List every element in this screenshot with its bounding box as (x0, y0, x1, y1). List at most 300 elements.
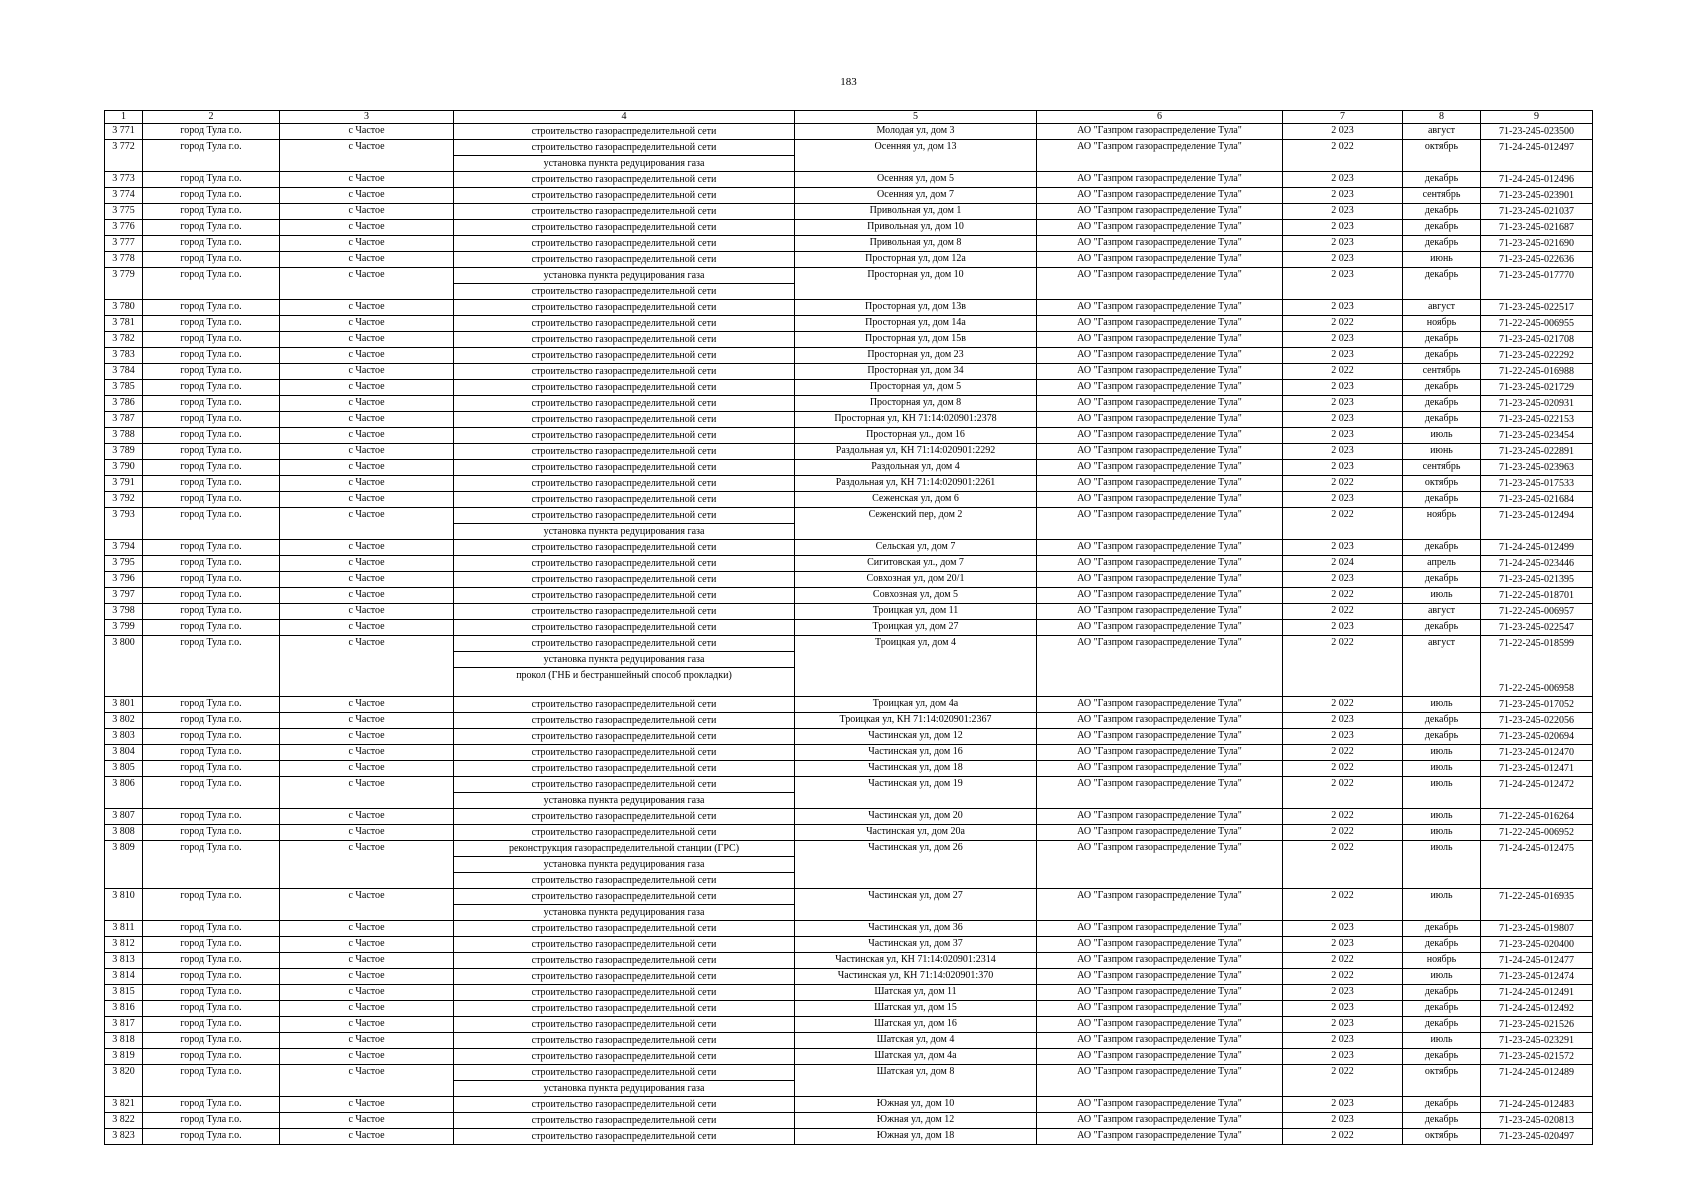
year-cell: 2 023 (1283, 332, 1403, 348)
request-code: 71-24-245-012472 (1499, 779, 1574, 790)
year-cell: 2 022 (1283, 745, 1403, 761)
works-cell (454, 636, 795, 697)
address-cell: Шатская ул, дом 11 (795, 985, 1037, 1001)
request-code: 71-23-245-022517 (1499, 302, 1574, 313)
month-cell: июль (1403, 588, 1481, 604)
year-cell: 2 023 (1283, 572, 1403, 588)
month-cell: декабрь (1403, 492, 1481, 508)
year-cell: 2 023 (1283, 220, 1403, 236)
table-row (105, 204, 1593, 220)
district-cell: город Тула г.о. (143, 1033, 280, 1049)
table-row (105, 620, 1593, 636)
table-row (105, 476, 1593, 492)
year-cell: 2 023 (1283, 460, 1403, 476)
month-cell: август (1403, 636, 1481, 697)
works-cell (454, 300, 795, 316)
settlement-cell: с Частое (280, 188, 454, 204)
request-code: 71-23-245-023291 (1499, 1035, 1574, 1046)
settlement-cell: с Частое (280, 172, 454, 188)
table-row (105, 1049, 1593, 1065)
month-cell: июль (1403, 841, 1481, 889)
request-code: 71-23-245-019807 (1499, 923, 1574, 934)
code-cell (1481, 396, 1593, 412)
request-code: 71-22-245-006958 (1499, 683, 1574, 694)
code-cell (1481, 697, 1593, 713)
row-number: 3 800 (105, 636, 143, 697)
work-type: строительство газораспределительной сети (531, 827, 717, 838)
code-cell (1481, 412, 1593, 428)
year-cell: 2 022 (1283, 953, 1403, 969)
settlement-cell: с Частое (280, 300, 454, 316)
year-cell: 2 023 (1283, 1049, 1403, 1065)
row-number: 3 779 (105, 268, 143, 300)
district-cell: город Тула г.о. (143, 620, 280, 636)
row-number: 3 772 (105, 140, 143, 172)
code-cell (1481, 1113, 1593, 1129)
month-cell: август (1403, 300, 1481, 316)
year-cell: 2 022 (1283, 604, 1403, 620)
table-row (105, 1001, 1593, 1017)
address-cell: Частинская ул, дом 12 (795, 729, 1037, 745)
district-cell: город Тула г.о. (143, 1113, 280, 1129)
settlement-cell: с Частое (280, 380, 454, 396)
district-cell: город Тула г.о. (143, 188, 280, 204)
year-cell: 2 023 (1283, 204, 1403, 220)
code-cell (1481, 604, 1593, 620)
request-code: 71-23-245-020813 (1499, 1115, 1574, 1126)
code-cell (1481, 508, 1593, 540)
district-cell: город Тула г.о. (143, 556, 280, 572)
work-type: строительство газораспределительной сети (531, 542, 717, 553)
code-cell (1481, 316, 1593, 332)
works-cell (454, 508, 795, 540)
code-cell (1481, 713, 1593, 729)
table-row (105, 508, 1593, 540)
works-cell (454, 476, 795, 492)
district-cell: город Тула г.о. (143, 953, 280, 969)
month-cell: декабрь (1403, 268, 1481, 300)
district-cell: город Тула г.о. (143, 588, 280, 604)
works-cell (454, 188, 795, 204)
code-cell (1481, 188, 1593, 204)
organization-cell: АО "Газпром газораспределение Тула" (1037, 204, 1283, 220)
works-cell (454, 969, 795, 985)
row-number: 3 796 (105, 572, 143, 588)
address-cell: Осенняя ул, дом 5 (795, 172, 1037, 188)
year-cell: 2 022 (1283, 588, 1403, 604)
request-code: 71-23-245-020400 (1499, 939, 1574, 950)
settlement-cell: с Частое (280, 921, 454, 937)
settlement-cell: с Частое (280, 889, 454, 921)
year-cell: 2 023 (1283, 1113, 1403, 1129)
organization-cell: АО "Газпром газораспределение Тула" (1037, 588, 1283, 604)
address-cell: Привольная ул, дом 10 (795, 220, 1037, 236)
request-code: 71-23-245-020931 (1499, 398, 1574, 409)
district-cell: город Тула г.о. (143, 172, 280, 188)
row-number: 3 785 (105, 380, 143, 396)
code-cell (1481, 268, 1593, 300)
month-cell: июнь (1403, 252, 1481, 268)
table-row (105, 953, 1593, 969)
settlement-cell: с Частое (280, 556, 454, 572)
district-cell: город Тула г.о. (143, 777, 280, 809)
work-type: строительство газораспределительной сети (531, 1035, 717, 1046)
table-row (105, 841, 1593, 889)
district-cell: город Тула г.о. (143, 1017, 280, 1033)
column-header: 1 (105, 111, 143, 124)
organization-cell: АО "Газпром газораспределение Тула" (1037, 1065, 1283, 1097)
code-cell (1481, 220, 1593, 236)
month-cell: июль (1403, 697, 1481, 713)
organization-cell: АО "Газпром газораспределение Тула" (1037, 761, 1283, 777)
organization-cell: АО "Газпром газораспределение Тула" (1037, 252, 1283, 268)
organization-cell: АО "Газпром газораспределение Тула" (1037, 825, 1283, 841)
district-cell: город Тула г.о. (143, 604, 280, 620)
settlement-cell: с Частое (280, 1017, 454, 1033)
code-cell (1481, 889, 1593, 921)
settlement-cell: с Частое (280, 777, 454, 809)
year-cell: 2 023 (1283, 380, 1403, 396)
address-cell: Частинская ул, дом 36 (795, 921, 1037, 937)
month-cell: декабрь (1403, 204, 1481, 220)
month-cell: июль (1403, 428, 1481, 444)
month-cell: июль (1403, 969, 1481, 985)
row-number: 3 797 (105, 588, 143, 604)
work-type: строительство газораспределительной сети (531, 891, 717, 902)
month-cell: декабрь (1403, 572, 1481, 588)
column-header: 7 (1283, 111, 1403, 124)
year-cell: 2 023 (1283, 188, 1403, 204)
works-cell (454, 825, 795, 841)
organization-cell: АО "Газпром газораспределение Тула" (1037, 636, 1283, 697)
work-type: строительство газораспределительной сети (454, 283, 794, 299)
request-code: 71-23-245-022636 (1499, 254, 1574, 265)
month-cell: декабрь (1403, 620, 1481, 636)
code-cell (1481, 252, 1593, 268)
month-cell: декабрь (1403, 236, 1481, 252)
address-cell: Совхозная ул, дом 5 (795, 588, 1037, 604)
address-cell: Шатская ул, дом 4 (795, 1033, 1037, 1049)
year-cell: 2 022 (1283, 969, 1403, 985)
district-cell: город Тула г.о. (143, 761, 280, 777)
year-cell: 2 022 (1283, 476, 1403, 492)
column-header: 9 (1481, 111, 1593, 124)
district-cell: город Тула г.о. (143, 140, 280, 172)
organization-cell: АО "Газпром газораспределение Тула" (1037, 1001, 1283, 1017)
work-type: строительство газораспределительной сети (531, 971, 717, 982)
table-row (105, 188, 1593, 204)
organization-cell: АО "Газпром газораспределение Тула" (1037, 1113, 1283, 1129)
request-code: 71-22-245-016988 (1499, 366, 1574, 377)
settlement-cell: с Частое (280, 1033, 454, 1049)
request-code: 71-23-245-021729 (1499, 382, 1574, 393)
address-cell: Частинская ул, дом 18 (795, 761, 1037, 777)
month-cell: июль (1403, 889, 1481, 921)
month-cell: сентябрь (1403, 364, 1481, 380)
table-row (105, 364, 1593, 380)
district-cell: город Тула г.о. (143, 348, 280, 364)
table-row (105, 492, 1593, 508)
row-number: 3 809 (105, 841, 143, 889)
district-cell: город Тула г.о. (143, 809, 280, 825)
work-type: строительство газораспределительной сети (531, 923, 717, 934)
address-cell: Шатская ул, дом 15 (795, 1001, 1037, 1017)
row-number: 3 795 (105, 556, 143, 572)
work-type: строительство газораспределительной сети (531, 939, 717, 950)
code-cell (1481, 476, 1593, 492)
request-code: 71-23-245-012494 (1499, 510, 1574, 521)
district-cell: город Тула г.о. (143, 729, 280, 745)
address-cell: Шатская ул, дом 4а (795, 1049, 1037, 1065)
work-type: установка пункта редуцирования газа (454, 651, 794, 667)
work-type: строительство газораспределительной сети (531, 1099, 717, 1110)
month-cell: октябрь (1403, 476, 1481, 492)
request-code: 71-24-245-012477 (1499, 955, 1574, 966)
row-number: 3 802 (105, 713, 143, 729)
code-cell (1481, 761, 1593, 777)
address-cell: Сигитовская ул., дом 7 (795, 556, 1037, 572)
code-cell (1481, 745, 1593, 761)
work-type: установка пункта редуцирования газа (454, 856, 794, 872)
month-cell: ноябрь (1403, 316, 1481, 332)
year-cell: 2 023 (1283, 729, 1403, 745)
works-cell (454, 937, 795, 953)
settlement-cell: с Частое (280, 204, 454, 220)
request-code: 71-24-245-012497 (1499, 142, 1574, 153)
work-type: строительство газораспределительной сети (531, 747, 717, 758)
work-type: строительство газораспределительной сети (531, 126, 717, 137)
request-code: 71-23-245-022056 (1499, 715, 1574, 726)
request-code: 71-22-245-016264 (1499, 811, 1574, 822)
table-row (105, 236, 1593, 252)
works-cell (454, 713, 795, 729)
row-number: 3 787 (105, 412, 143, 428)
year-cell: 2 023 (1283, 713, 1403, 729)
table-row (105, 809, 1593, 825)
organization-cell: АО "Газпром газораспределение Тула" (1037, 729, 1283, 745)
address-cell: Просторная ул, дом 23 (795, 348, 1037, 364)
settlement-cell: с Частое (280, 713, 454, 729)
request-code: 71-23-245-021572 (1499, 1051, 1574, 1062)
address-cell: Раздольная ул, КН 71:14:020901:2261 (795, 476, 1037, 492)
table-row (105, 460, 1593, 476)
table-row (105, 985, 1593, 1001)
organization-cell: АО "Газпром газораспределение Тула" (1037, 332, 1283, 348)
organization-cell: АО "Газпром газораспределение Тула" (1037, 1129, 1283, 1145)
organization-cell: АО "Газпром газораспределение Тула" (1037, 713, 1283, 729)
settlement-cell: с Частое (280, 620, 454, 636)
work-type: строительство газораспределительной сети (531, 254, 717, 265)
code-cell (1481, 969, 1593, 985)
month-cell: декабрь (1403, 713, 1481, 729)
row-number: 3 818 (105, 1033, 143, 1049)
address-cell: Частинская ул, дом 37 (795, 937, 1037, 953)
work-type: строительство газораспределительной сети (531, 174, 717, 185)
request-code: 71-24-245-012492 (1499, 1003, 1574, 1014)
works-cell (454, 140, 795, 172)
address-cell: Молодая ул, дом 3 (795, 124, 1037, 140)
address-cell: Троицкая ул, дом 11 (795, 604, 1037, 620)
row-number: 3 790 (105, 460, 143, 476)
year-cell: 2 023 (1283, 124, 1403, 140)
table-row (105, 1017, 1593, 1033)
work-type: строительство газораспределительной сети (531, 1131, 717, 1142)
address-cell: Частинская ул, дом 20а (795, 825, 1037, 841)
row-number: 3 792 (105, 492, 143, 508)
address-cell: Сельская ул, дом 7 (795, 540, 1037, 556)
year-cell: 2 022 (1283, 809, 1403, 825)
work-type: строительство газораспределительной сети (531, 302, 717, 313)
works-cell (454, 697, 795, 713)
year-cell: 2 023 (1283, 985, 1403, 1001)
table-row (105, 172, 1593, 188)
month-cell: декабрь (1403, 1017, 1481, 1033)
address-cell: Просторная ул, дом 8 (795, 396, 1037, 412)
request-code: 71-23-245-023454 (1499, 430, 1574, 441)
code-cell (1481, 825, 1593, 841)
work-type: установка пункта редуцирования газа (454, 1080, 794, 1096)
work-type: строительство газораспределительной сети (531, 142, 717, 153)
district-cell: город Тула г.о. (143, 697, 280, 713)
district-cell: город Тула г.о. (143, 889, 280, 921)
settlement-cell: с Частое (280, 428, 454, 444)
work-type: строительство газораспределительной сети (531, 366, 717, 377)
settlement-cell: с Частое (280, 460, 454, 476)
table-row (105, 348, 1593, 364)
request-code: 71-23-245-017770 (1499, 270, 1574, 281)
table-row (105, 1129, 1593, 1145)
code-cell (1481, 841, 1593, 889)
year-cell: 2 023 (1283, 492, 1403, 508)
row-number: 3 814 (105, 969, 143, 985)
works-cell (454, 953, 795, 969)
works-cell (454, 556, 795, 572)
month-cell: декабрь (1403, 348, 1481, 364)
row-number: 3 807 (105, 809, 143, 825)
row-number: 3 781 (105, 316, 143, 332)
address-cell: Южная ул, дом 18 (795, 1129, 1037, 1145)
district-cell: город Тула г.о. (143, 380, 280, 396)
work-type: строительство газораспределительной сети (531, 574, 717, 585)
address-cell: Просторная ул, дом 15в (795, 332, 1037, 348)
district-cell: город Тула г.о. (143, 332, 280, 348)
organization-cell: АО "Газпром газораспределение Тула" (1037, 380, 1283, 396)
year-cell: 2 023 (1283, 236, 1403, 252)
request-code: 71-22-245-006952 (1499, 827, 1574, 838)
month-cell: декабрь (1403, 985, 1481, 1001)
year-cell: 2 022 (1283, 316, 1403, 332)
district-cell: город Тула г.о. (143, 636, 280, 697)
work-type: строительство газораспределительной сети (531, 779, 717, 790)
settlement-cell: с Частое (280, 588, 454, 604)
row-number: 3 791 (105, 476, 143, 492)
request-code: 71-24-245-012489 (1499, 1067, 1574, 1078)
work-type: строительство газораспределительной сети (531, 731, 717, 742)
row-number: 3 820 (105, 1065, 143, 1097)
organization-cell: АО "Газпром газораспределение Тула" (1037, 540, 1283, 556)
works-cell (454, 841, 795, 889)
settlement-cell: с Частое (280, 268, 454, 300)
table-row (105, 268, 1593, 300)
work-type: строительство газораспределительной сети (531, 1051, 717, 1062)
code-cell (1481, 937, 1593, 953)
organization-cell: АО "Газпром газораспределение Тула" (1037, 476, 1283, 492)
work-type: строительство газораспределительной сети (531, 606, 717, 617)
settlement-cell: с Частое (280, 332, 454, 348)
district-cell: город Тула г.о. (143, 412, 280, 428)
district-cell: город Тула г.о. (143, 985, 280, 1001)
works-cell (454, 921, 795, 937)
works-cell (454, 364, 795, 380)
address-cell: Просторная ул., дом 16 (795, 428, 1037, 444)
month-cell: октябрь (1403, 1129, 1481, 1145)
request-code: 71-24-245-023446 (1499, 558, 1574, 569)
year-cell: 2 023 (1283, 1001, 1403, 1017)
request-code: 71-22-245-006957 (1499, 606, 1574, 617)
code-cell (1481, 636, 1593, 697)
month-cell: декабрь (1403, 921, 1481, 937)
works-cell (454, 588, 795, 604)
settlement-cell: с Частое (280, 444, 454, 460)
settlement-cell: с Частое (280, 825, 454, 841)
code-cell (1481, 1065, 1593, 1097)
column-header: 4 (454, 111, 795, 124)
works-cell (454, 460, 795, 476)
row-number: 3 780 (105, 300, 143, 316)
row-number: 3 783 (105, 348, 143, 364)
month-cell: декабрь (1403, 332, 1481, 348)
district-cell: город Тула г.о. (143, 428, 280, 444)
year-cell: 2 023 (1283, 396, 1403, 412)
organization-cell: АО "Газпром газораспределение Тула" (1037, 777, 1283, 809)
works-cell (454, 777, 795, 809)
district-cell: город Тула г.о. (143, 1129, 280, 1145)
code-cell (1481, 921, 1593, 937)
settlement-cell: с Частое (280, 1113, 454, 1129)
work-type: установка пункта редуцирования газа (454, 792, 794, 808)
code-cell (1481, 444, 1593, 460)
works-cell (454, 172, 795, 188)
table-row (105, 300, 1593, 316)
code-cell (1481, 572, 1593, 588)
code-cell (1481, 236, 1593, 252)
district-cell: город Тула г.о. (143, 921, 280, 937)
row-number: 3 823 (105, 1129, 143, 1145)
address-cell: Просторная ул, дом 13в (795, 300, 1037, 316)
code-cell (1481, 953, 1593, 969)
row-number: 3 803 (105, 729, 143, 745)
year-cell: 2 022 (1283, 636, 1403, 697)
row-number: 3 813 (105, 953, 143, 969)
works-cell (454, 604, 795, 620)
organization-cell: АО "Газпром газораспределение Тула" (1037, 444, 1283, 460)
month-cell: август (1403, 604, 1481, 620)
table-row (105, 380, 1593, 396)
organization-cell: АО "Газпром газораспределение Тула" (1037, 604, 1283, 620)
request-code: 71-23-245-021037 (1499, 206, 1574, 217)
settlement-cell: с Частое (280, 841, 454, 889)
month-cell: ноябрь (1403, 508, 1481, 540)
work-type: установка пункта редуцирования газа (454, 904, 794, 920)
year-cell: 2 023 (1283, 921, 1403, 937)
organization-cell: АО "Газпром газораспределение Тула" (1037, 620, 1283, 636)
table-row (105, 540, 1593, 556)
code-cell (1481, 300, 1593, 316)
work-type: строительство газораспределительной сети (531, 1115, 717, 1126)
works-cell (454, 729, 795, 745)
address-cell: Раздольная ул, дом 4 (795, 460, 1037, 476)
month-cell: июль (1403, 777, 1481, 809)
